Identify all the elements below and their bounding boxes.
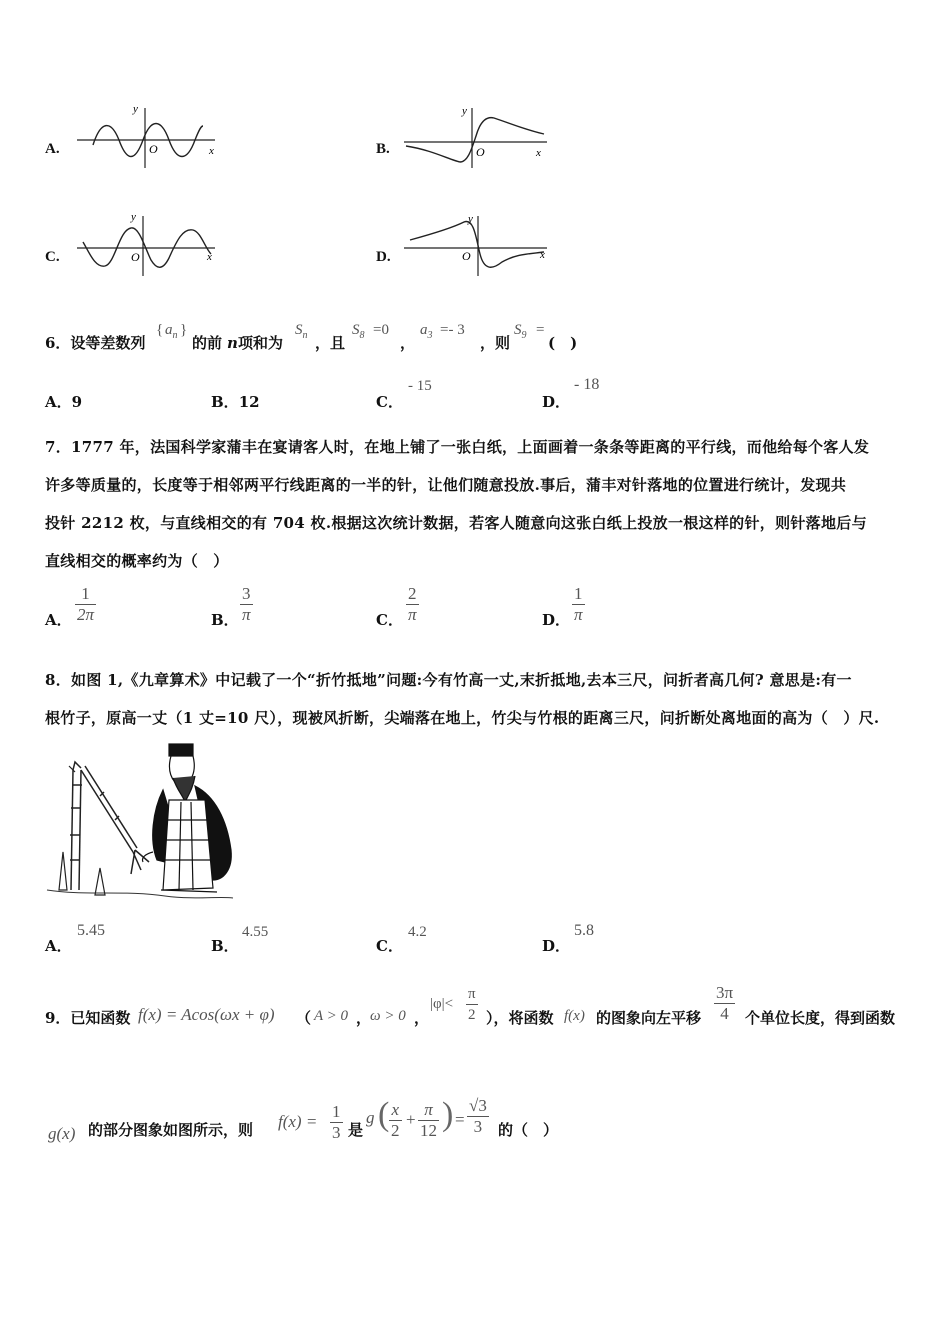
q8-text: [45, 661, 907, 737]
q9-mid2: 个单位长度，得到函数: [745, 1009, 896, 1027]
q9-line2-mid: 的部分图象如图所示，则: [88, 1121, 254, 1139]
q9-comma-2: ，: [414, 1009, 430, 1027]
origin-label: O: [476, 145, 485, 159]
q6-mid2: 项和为: [238, 334, 284, 352]
q6-mid3: ，且: [315, 334, 346, 352]
curve: [410, 221, 544, 267]
q6-option-b: B．12: [211, 393, 260, 411]
q7-line-3: 投针 2212 枚，与直线相交的有 704 枚.根据这次统计数据，若客人随意向这张白纸上投放一根这样的针，则针落地后与: [45, 514, 867, 532]
q6-option-c-value: - 15: [408, 378, 432, 394]
q5-graph-d: [402, 208, 552, 278]
q6-s-n: $S_n$: [295, 322, 308, 341]
q6-option-d-label: D．: [542, 393, 571, 411]
y-label: y: [131, 211, 136, 223]
q8-line-2: 根竹子，原高一丈（1 丈=10 尺），现被风折断，尖端落在地上，竹尖与竹根的距离三尺，问折断处离地面的高为（ ）尺.: [45, 709, 880, 727]
q9-sqrt3-over-3: √3 3: [469, 1096, 487, 1136]
x-label: x: [207, 251, 212, 263]
q8-option-a-label: A．: [45, 937, 72, 955]
origin-label: O: [149, 142, 158, 156]
q8-option-d-value: 5.8: [574, 922, 594, 939]
scholar: [142, 744, 231, 892]
q9-fx-eq: f(x) =: [278, 1112, 318, 1131]
x-label: x: [536, 147, 541, 159]
q9-comma: ，: [356, 1009, 372, 1027]
q6-option-c-label: C．: [376, 393, 403, 411]
q6-set-close: }: [180, 322, 188, 338]
x-label: x: [540, 249, 545, 261]
q9-shift-fraction: 3π 4: [716, 983, 734, 1023]
q9-g: g: [366, 1108, 375, 1127]
q9-function: f(x) = Acos(ωx + φ): [138, 1005, 275, 1024]
bamboo-shoot: [95, 868, 105, 895]
q7-line-4: 直线相交的概率约为（ ）: [45, 552, 229, 570]
q8-option-b-value: 4.55: [242, 924, 269, 940]
q7-option-b-fraction: 3 π: [242, 584, 251, 624]
q8-option-a-value: 5.45: [77, 922, 105, 939]
curve: [406, 118, 544, 162]
q6-n: n: [227, 334, 238, 352]
q8-option-c-value: 4.2: [408, 924, 427, 940]
q6-option-a: A．9: [45, 393, 83, 411]
q7-line-2: 许多等质量的，长度等于相邻两平行线距离的一半的针，让他们随意投放.事后，蒲丰对针落地的位置进行统计，发现共: [45, 476, 847, 494]
q7-option-a-fraction: 1 2π: [77, 584, 95, 624]
origin-label: O: [462, 249, 471, 263]
q7-option-d-fraction: 1 π: [574, 584, 583, 624]
q9-mid: 的图象向左平移: [596, 1009, 702, 1027]
q6-mid1: 的前: [192, 334, 223, 352]
q9-is: 是: [348, 1121, 364, 1139]
q9-plus: +: [406, 1110, 416, 1129]
q9-x-over-2: x 2: [391, 1100, 400, 1140]
q8-line-1: 8．如图 1,《九章算术》中记载了一个“折竹抵地”问题:今有竹高一丈,末折抵地,去本三尺，问折者高几何? 意思是:有一: [45, 671, 852, 689]
q6-a3: $a_3$: [420, 322, 433, 341]
q6-set-open: {: [156, 322, 164, 338]
q6-end: ( ): [548, 334, 578, 352]
q9-eq: =: [455, 1110, 465, 1129]
q9-left-paren: (: [378, 1096, 390, 1133]
q9-pi-over-2: π 2: [468, 986, 476, 1023]
q6-option-d-value: - 18: [574, 376, 600, 393]
q9-fx: f(x): [564, 1008, 585, 1024]
q6-s9: $S_9$: [514, 322, 527, 341]
q5-graph-c: [75, 208, 225, 278]
q5-graph-b: [402, 100, 552, 170]
q7-option-a-label: A．: [45, 611, 72, 629]
q9-cond-a: A > 0: [314, 1008, 349, 1024]
q9-right-paren: ): [442, 1096, 454, 1133]
bamboo-stalk: [70, 762, 149, 890]
q6-a3-value: =- 3: [440, 322, 465, 338]
q8-option-c-label: C．: [376, 937, 403, 955]
q6-a-n: $a_n$: [165, 322, 178, 341]
q6-s8-value: =0: [373, 322, 389, 338]
q7-option-b-label: B．: [211, 611, 239, 629]
q7-text: [45, 428, 907, 580]
q9-pi-over-12: π 12: [420, 1100, 437, 1140]
q5-option-b-label: B.: [376, 141, 390, 157]
bamboo-shoot: [59, 852, 67, 890]
q6-comma: ，: [400, 334, 416, 352]
q9-prefix: 9．已知函数: [45, 1009, 131, 1027]
q6-s9-eq: =: [536, 322, 545, 338]
q9-cond-omega: ω > 0: [370, 1008, 406, 1024]
q6-s8: $S_8$: [352, 322, 365, 341]
q9-cond-open: （: [296, 1009, 312, 1027]
x-label: x: [209, 145, 214, 157]
origin-label: O: [131, 250, 140, 264]
q9-gx: g(x): [48, 1124, 76, 1143]
q8-figure-bamboo-scholar: [45, 740, 235, 908]
q8-option-b-label: B．: [211, 937, 239, 955]
q9-end: 的（ ）: [498, 1121, 559, 1139]
q9-abs-phi: |φ|<: [430, 996, 454, 1012]
q9-one-third: 1 3: [332, 1102, 341, 1142]
y-label: y: [462, 105, 467, 117]
y-label: y: [133, 103, 138, 115]
q5-option-c-label: C.: [45, 249, 60, 265]
q5-graph-a: [75, 100, 225, 170]
y-label: y: [468, 213, 473, 225]
q6-prefix: 6．设等差数列: [45, 334, 146, 352]
q7-line-1: 7．1777 年，法国科学家蒲丰在宴请客人时，在地上铺了一张白纸，上面画着一条条等距离的平行线，而他给每个客人发: [45, 438, 870, 456]
q5-option-a-label: A.: [45, 141, 60, 157]
q7-option-c-fraction: 2 π: [408, 584, 417, 624]
q7-option-d-label: D．: [542, 611, 571, 629]
q7-option-c-label: C．: [376, 611, 403, 629]
q5-option-d-label: D.: [376, 249, 391, 265]
q9-after: ），将函数: [486, 1009, 554, 1027]
q6-mid4: ，则: [480, 334, 511, 352]
q8-option-d-label: D．: [542, 937, 571, 955]
